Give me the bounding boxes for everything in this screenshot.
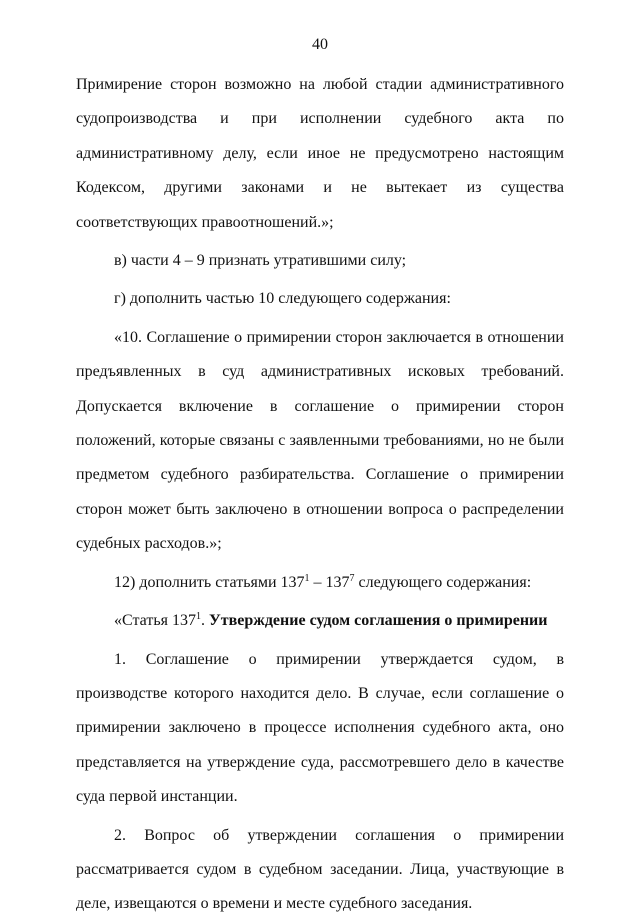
item-12-text-mid: – 137 xyxy=(309,573,350,591)
superscript-1: 1 xyxy=(304,572,310,584)
paragraph-item-g: г) дополнить частью 10 следующего содержания: xyxy=(114,290,451,308)
article-title: Утверждение судом соглашения о примирении xyxy=(208,612,548,630)
paragraph-item-v: в) части 4 – 9 признать утратившими силу; xyxy=(114,252,407,270)
superscript-7: 7 xyxy=(349,572,355,584)
paragraph-clause-2: 2. Вопрос об утверждении соглашения о примирении рассматривается судом в судебном заседании. Лица, участвующие в деле, извещаются о времени и месте судебного заседания. xyxy=(76,826,564,913)
page-number: 40 xyxy=(312,36,328,53)
article-superscript: 1 xyxy=(195,611,201,623)
paragraph-part-10: «10. Соглашение о примирении сторон заключается в отношении предъявленных в суд административных исковых требований. Допускается включение в соглашение о примирении сторон положений, которые связаны с заявленными требованиями, но не были предметом судебного разбирательства. Соглашение о примирении сторон может быть заключено в отношении вопроса о распределении судебных расходов.»; xyxy=(76,328,564,553)
article-dot: . xyxy=(200,612,209,630)
paragraph-item-12 xyxy=(76,566,564,600)
paragraph-reconciliation-stage: Примирение сторон возможно на любой стадии административного судопроизводства и при исполнении судебного акта по административному делу, если иное не предусмотрено настоящим Кодексом, другими законами и не вытекает из существа соответствующих правоотношений.»; xyxy=(76,76,564,231)
item-12-text-end: следующего содержания: xyxy=(354,573,532,591)
paragraph-clause-1: 1. Соглашение о примирении утверждается судом, в производстве которого находится дело. В случае, если соглашение о примирении заключено в процессе исполнения судебного акта, оно представляется на утверждение суда, рассмотревшего дело в качестве суда первой инстанции. xyxy=(76,650,564,806)
document-body xyxy=(76,68,564,922)
article-label: «Статья 137 xyxy=(114,612,196,630)
item-12-text-start: 12) дополнить статьями 137 xyxy=(114,573,305,591)
article-heading xyxy=(76,604,564,638)
